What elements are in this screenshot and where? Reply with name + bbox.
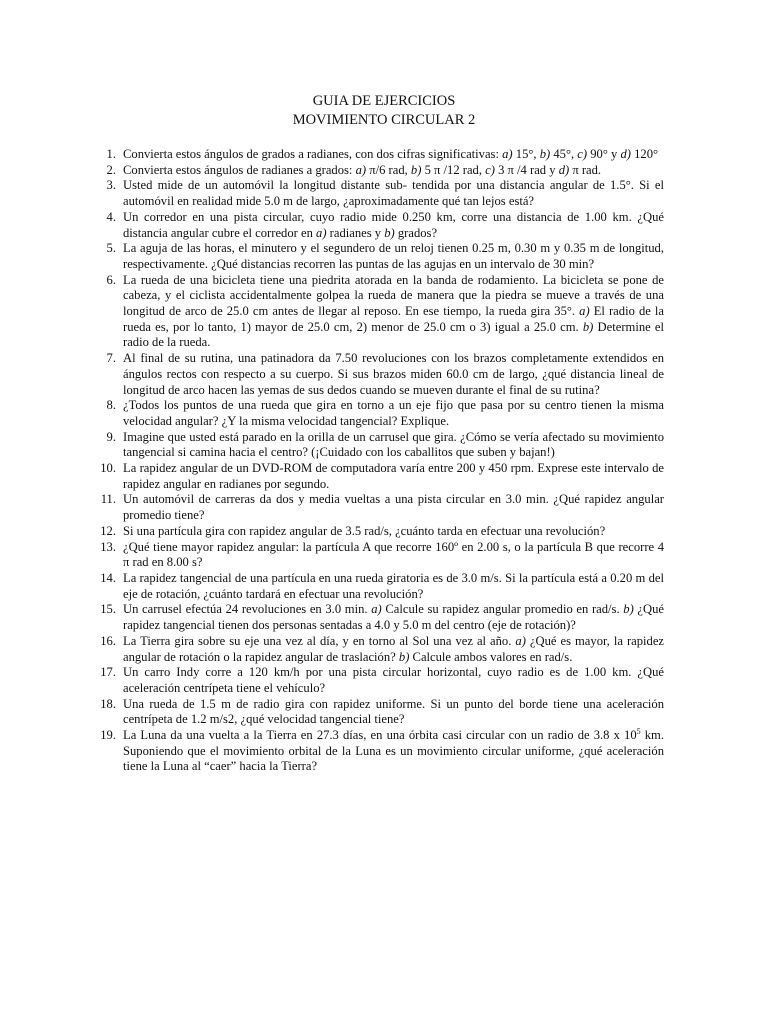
document-title — [0, 92, 768, 130]
exercise-number: 8. — [106, 398, 116, 413]
exercise-number: 17. — [100, 665, 116, 680]
exercise-number: 19. — [100, 728, 116, 743]
exercise-text: La aguja de las horas, el minutero y el segundero de un reloj tienen 0.25 m, 0.30 m y 0.35 m de longitud, respectivamente. ¿Qué distancias recorren las puntas de las agujas en un intervalo de 30 min? — [123, 241, 664, 271]
title-line-1: GUIA DE EJERCICIOS — [312, 93, 456, 109]
exercise-number: 4. — [106, 209, 116, 224]
exercise-text: La Tierra gira sobre su eje una vez al día, y en torno al Sol una vez al año. a) ¿Qué es mayor, la rapidez angular de rotación o la rapidez angular de traslación? b) Calcule ambos valores en rad/s. — [123, 633, 665, 664]
exercise-item — [92, 178, 664, 209]
exercise-number: 5. — [106, 241, 116, 256]
exercise-number: 13. — [100, 539, 116, 554]
exercise-item — [92, 492, 664, 523]
exercise-number: 2. — [106, 162, 116, 177]
exercise-text: ¿Qué tiene mayor rapidez angular: la partícula A que recorre 160º en 2.00 s, o la partícula B que recorre 4 π rad en 8.00 s? — [123, 539, 664, 570]
exercise-item — [92, 665, 664, 696]
exercise-text: Un carro Indy corre a 120 km/h por una pista circular horizontal, cuyo radio es de 1.00 km. ¿Qué aceleración centrípeta tiene el vehículo? — [123, 665, 664, 695]
exercise-item — [92, 163, 664, 179]
exercise-text: La rueda de una bicicleta tiene una piedrita atorada en la banda de rodamiento. La bicicleta se pone de cabeza, y el ciclista accidentalmente golpea la rueda de manera que la piedra se mueve a través de una longitud de arco de 25.0 cm antes de llegar al reposo. En ese tiempo, la rueda gira 35°. a) El radio de la rueda es, por lo tanto, 1) mayor de 25.0 cm, 2) menor de 25.0 cm o 3) igual a 25.0 cm. b) Determine el radio de la rueda. — [123, 272, 665, 350]
exercise-item — [92, 351, 664, 398]
exercise-text: Una rueda de 1.5 m de radio gira con rapidez uniforme. Si un punto del borde tiene una aceleración centrípeta de 1.2 m/s2, ¿qué velocidad tangencial tiene? — [123, 696, 664, 727]
exercise-text: La Luna da una vuelta a la Tierra en 27.3 días, en una órbita casi circular con un radio de 3.8 x $10^5$ km. Suponiendo que el movimiento orbital de la Luna es un movimiento circular uniforme, ¿qué aceleración tiene la Luna al “caer” hacia la Tierra? — [123, 726, 664, 774]
exercise-item — [92, 210, 664, 241]
exercise-text: Un automóvil de carreras da dos y media vueltas a una pista circular en 3.0 min. ¿Qué rapidez angular promedio tiene? — [123, 492, 664, 523]
exercise-item — [92, 571, 664, 602]
exercise-item — [92, 697, 664, 728]
exercise-number: 14. — [100, 570, 116, 585]
exercise-item — [92, 540, 664, 571]
exercise-text: Convierta estos ángulos de radianes a grados: a) π/6 rad, b) 5 π /12 rad, c) 3 π /4 rad y d) π rad. — [123, 162, 602, 177]
exercise-number: 6. — [106, 272, 116, 287]
exercise-text: Si una partícula gira con rapidez angular de 3.5 rad/s, ¿cuánto tarda en efectuar una revolución? — [123, 523, 606, 538]
exercise-text: Un carrusel efectúa 24 revoluciones en 3.0 min. a) Calcule su rapidez angular promedio en rad/s. b) ¿Qué rapidez tangencial tienen dos personas sentadas a 4.0 y 5.0 m del centro (eje de rotación)? — [123, 602, 664, 633]
exercise-number: 18. — [100, 696, 116, 711]
exercise-item — [92, 524, 664, 540]
exercise-text: Convierta estos ángulos de grados a radianes, con dos cifras significativas: a) 15°, b) 45°, c) 90° y d) 120° — [123, 147, 659, 161]
exercise-text: Al final de su rutina, una patinadora da 7.50 revoluciones con los brazos completamente extendidos en ángulos rectos con respecto a su cuerpo. Si sus brazos miden 60.0 cm de largo, ¿qué distancia lineal de longitud de arco hacen las yemas de sus dedos cuando se mueven durante el final de su rutina? — [123, 351, 664, 397]
exercise-number: 3. — [106, 178, 116, 193]
title-line-2: MOVIMIENTO CIRCULAR 2 — [292, 112, 476, 128]
exercise-text: Usted mide de un automóvil la longitud distante sub- tendida por una distancia angular de 1.5°. Si el automóvil en realidad mide 5.0 m de largo, ¿aproximadamente qué tan lejos está? — [123, 178, 664, 209]
exercise-item — [92, 147, 664, 163]
exercise-item — [92, 728, 664, 775]
exercise-item — [92, 430, 664, 461]
exercise-list — [92, 147, 664, 775]
exercise-text: Un corredor en una pista circular, cuyo radio mide 0.250 km, corre una distancia de 1.00 km. ¿Qué distancia angular cubre el corredor en a) radianes y b) grados? — [123, 209, 664, 240]
exercise-item — [92, 602, 664, 633]
exercise-item — [92, 273, 664, 352]
exercise-number: 7. — [106, 351, 116, 366]
exercise-item — [92, 634, 664, 665]
exercise-text: ¿Todos los puntos de una rueda que gira en torno a un eje fijo que pasa por su centro tienen la misma velocidad angular? ¿Y la misma velocidad tangencial? Explique. — [123, 398, 664, 428]
exercise-number: 16. — [100, 633, 116, 648]
exercise-number: 10. — [100, 461, 116, 476]
exercise-item — [92, 241, 664, 272]
exercise-number: 9. — [106, 429, 116, 444]
exercise-number: 15. — [100, 602, 116, 617]
exercise-text: La rapidez tangencial de una partícula en una rueda giratoria es de 3.0 m/s. Si la partícula está a 0.20 m del eje de rotación, ¿cuánto tardará en efectuar una revolución? — [123, 570, 664, 601]
exercise-number: 1. — [106, 147, 116, 161]
exercise-text: Imagine que usted está parado en la orilla de un carrusel que gira. ¿Cómo se vería afectado su movimiento tangencial si camina hacia el centro? (¡Cuidado con los caballitos que suben y bajan!) — [123, 429, 664, 460]
exercise-item — [92, 398, 664, 429]
exercise-item — [92, 461, 664, 492]
exercise-number: 11. — [100, 492, 116, 507]
exercise-text: La rapidez angular de un DVD-ROM de computadora varía entre 200 y 450 rpm. Exprese este intervalo de rapidez angular en radianes por segundo. — [123, 461, 664, 491]
exercise-number: 12. — [100, 523, 116, 538]
